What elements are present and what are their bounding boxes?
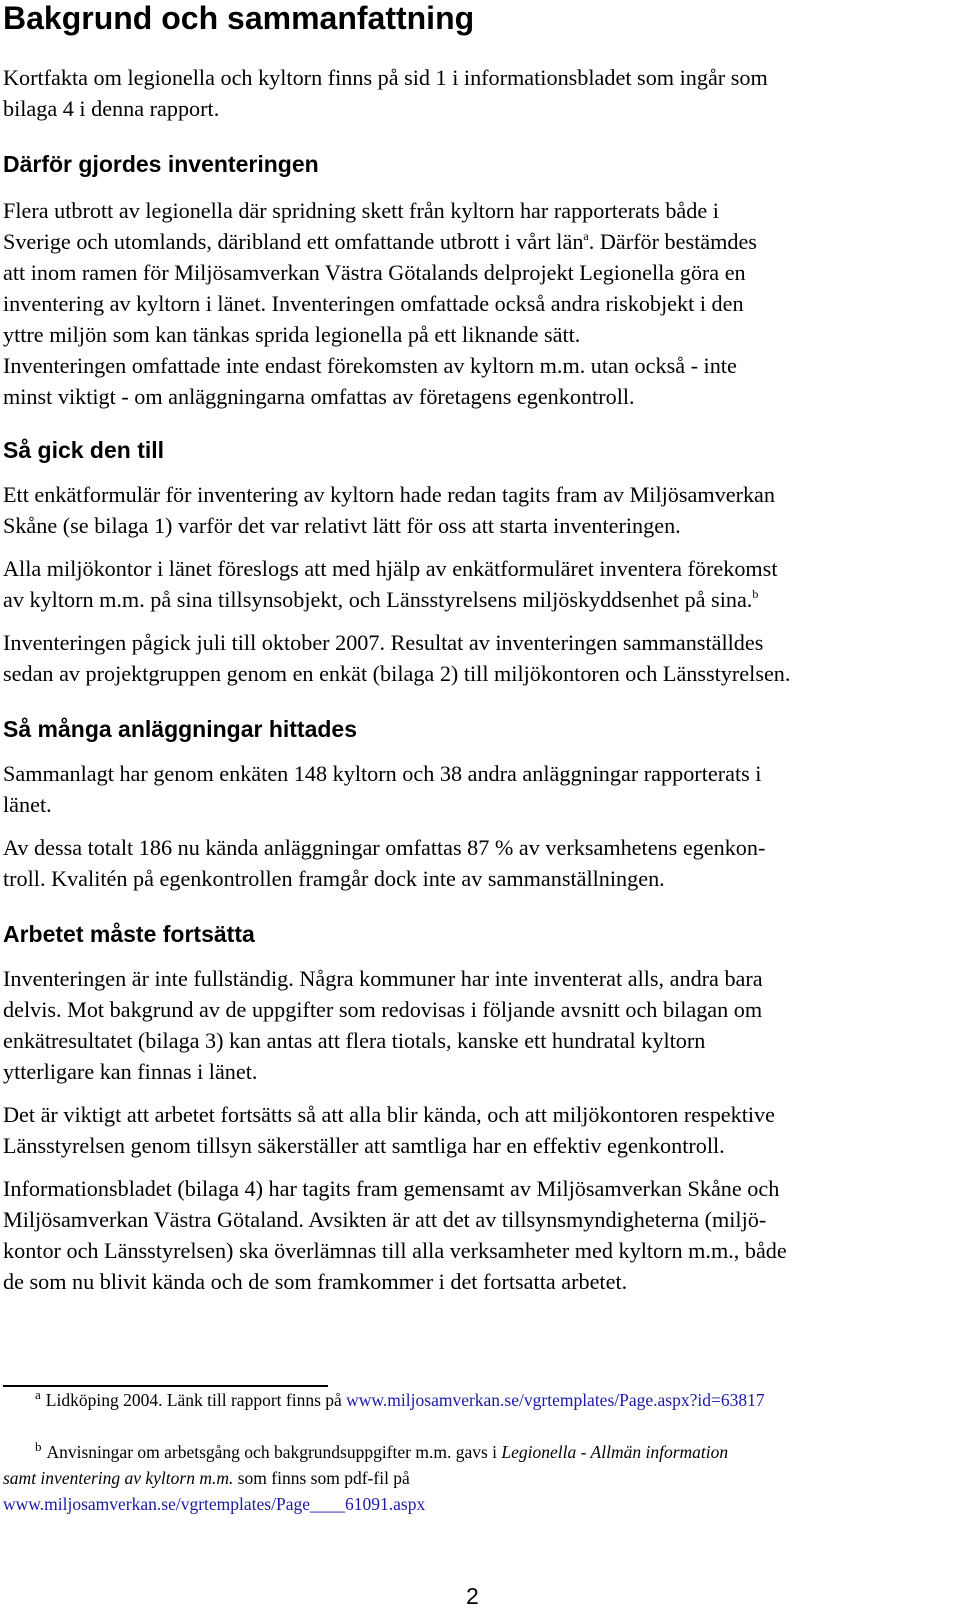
paragraph-text: Flera utbrott av legionella där spridning skett från kyltorn har rapporterats både i Sverige och utomlands, däribland ett omfattande utbrott i vårt län [3,198,719,254]
page-number: 2 [466,1583,479,1609]
footnote-link[interactable]: www.miljosamverkan.se/vgrtemplates/Page.aspx?id=63817 [346,1390,765,1410]
intro-paragraph: Kortfakta om legionella och kyltorn finns på sid 1 i informationsbladet som ingår som bilaga 4 i denna rapport. [3,65,768,121]
footnote-b [3,1439,953,1517]
section-heading-found: Så många anläggningar hittades [3,716,358,742]
section-found-paragraph-2: Av dessa totalt 186 nu kända anläggningar omfattas 87 % av verksamhetens egenkon- troll. Kvalitén på egenkontrollen framgår dock inte av sammanställningen. [3,835,766,891]
footnote-link[interactable]: www.miljosamverkan.se/vgrtemplates/Page____61091.aspx [3,1494,426,1514]
footnote-mark: a [35,1387,41,1402]
footnote-text: Lidköping 2004. Länk till rapport finns på [45,1390,347,1410]
footnote-italic-title: Legionella - Allmän information samt inventering av kyltorn m.m. [3,1442,729,1488]
paragraph-text: . Därför bestämdes att inom ramen för Miljösamverkan Västra Götalands delprojekt Legionella göra en inventering av kyltorn i länet. Inventeringen omfattade också andra riskobjekt i den yttre miljön som kan tänkas sprida legionella på ett liknande sätt. Inventeringen omfattade inte endast förekomsten av kyltorn m.m. utan också - inte minst viktigt - om anläggningarna omfattas av företagens egenkontroll. [3,229,757,409]
footnote-ref-a[interactable]: a [583,229,589,243]
section-heading-continue: Arbetet måste fortsätta [3,921,255,947]
footnote-text: som finns som pdf-fil på [233,1468,410,1488]
footnote-text: Anvisningar om arbetsgång och bakgrundsuppgifter m.m. gavs i [46,1442,502,1462]
section-heading-why: Därför gjordes inventeringen [3,151,319,177]
section-heading-how: Så gick den till [3,437,165,463]
section-why-paragraph [3,195,953,412]
section-how-paragraph-2 [3,553,953,615]
page-title: Bakgrund och sammanfattning [3,0,475,36]
section-continue-paragraph-2: Det är viktigt att arbetet fortsätts så att alla blir kända, och att miljökontoren respektive Länsstyrelsen genom tillsyn säkerställer att samtliga har en effektiv egenkontroll. [3,1102,776,1158]
footnote-ref-b[interactable]: b [752,587,759,601]
footnote-mark: b [35,1439,42,1454]
footnote-a [3,1387,953,1413]
section-how-paragraph-3: Inventeringen pågick juli till oktober 2007. Resultat av inventeringen sammanställdes sedan av projektgruppen genom en enkät (bilaga 2) till miljökontoren och Länsstyrelsen. [3,630,791,686]
paragraph-text: Alla miljökontor i länet föreslogs att med hjälp av enkätformuläret inventera förekomst av kyltorn m.m. på sina tillsynsobjekt, och Länsstyrelsens miljöskyddsenhet på sina. [3,556,778,612]
section-continue-paragraph-1: Inventeringen är inte fullständig. Några kommuner har inte inventerat alls, andra bara delvis. Mot bakgrund av de uppgifter som redovisas i följande avsnitt och bilagan om enkätresultatet (bilaga 3) kan antas att flera tiotals, kanske ett hundratal kyltorn ytterligare kan finnas i länet. [3,966,763,1084]
section-continue-paragraph-3: Informationsbladet (bilaga 4) har tagits fram gemensamt av Miljösamverkan Skåne och Miljösamverkan Västra Götaland. Avsikten är att det av tillsynsmyndigheterna (miljö- kontor och Länsstyrelsen) ska överlämnas till alla verksamheter med kyltorn m.m., både de som nu blivit kända och de som framkommer i det fortsatta arbetet. [3,1176,787,1294]
section-how-paragraph-1: Ett enkätformulär för inventering av kyltorn hade redan tagits fram av Miljösamverkan Skåne (se bilaga 1) varför det var relativt lätt för oss att starta inventeringen. [3,482,775,538]
section-found-paragraph-1: Sammanlagt har genom enkäten 148 kyltorn och 38 andra anläggningar rapporterats i länet. [3,761,762,817]
